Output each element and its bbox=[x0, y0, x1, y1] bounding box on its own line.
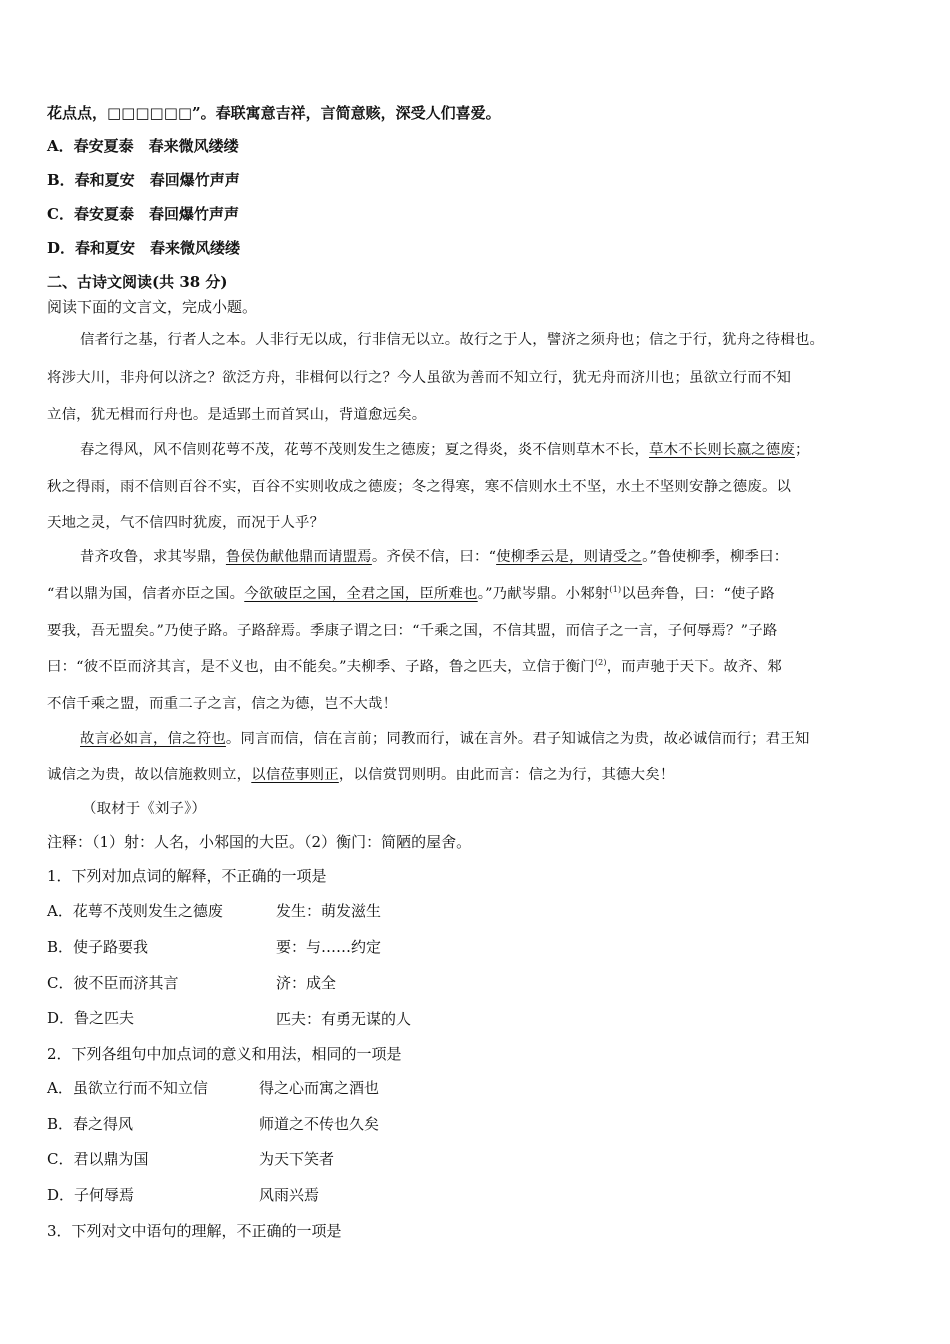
option-label: C．春安夏泰 bbox=[47, 205, 134, 223]
q1-option-b-gloss: 要：与……约定 bbox=[276, 938, 382, 956]
q1-option-a-gloss: 发生：萌发滋生 bbox=[276, 902, 382, 920]
text-run: 诚信之为贵，故以信施救则立， bbox=[47, 767, 252, 783]
q1-stem: 1．下列对加点词的解释，不正确的一项是 bbox=[47, 867, 327, 885]
option-text: 春回爆竹声声 bbox=[148, 205, 239, 223]
option-text: 春来微风缕缕 bbox=[150, 239, 241, 257]
q1-option-d-gloss: 匹夫：有勇无谋的人 bbox=[276, 1010, 412, 1028]
option-phrase: C．彼不臣而济其言 bbox=[47, 974, 179, 992]
footnote-marker-1: (1) bbox=[609, 585, 622, 594]
text-run: 以邑奔鲁，曰：“使子路 bbox=[621, 586, 775, 602]
q3-stem: 3．下列对文中语句的理解，不正确的一项是 bbox=[47, 1222, 342, 1240]
passage-p4-line1 bbox=[80, 729, 810, 749]
text-run: ，以信赏罚则明。由此而言：信之为行，其德大矣！ bbox=[338, 767, 675, 783]
q1-option-c-gloss: 济：成全 bbox=[276, 974, 337, 992]
text-run: 曰：“彼不臣而济其言，是不义也，由不能矣。”夫柳季、子路，鲁之匹夫，立信于衡门 bbox=[47, 659, 595, 675]
q2-option-a-pair: 得之心而寓之酒也 bbox=[259, 1079, 380, 1097]
q1-option-d bbox=[47, 1008, 134, 1028]
text-run: 。”鲁使柳季，柳季曰： bbox=[642, 549, 789, 565]
option-label: B．春和夏安 bbox=[47, 171, 135, 189]
text-run: 。”乃献岑鼎。小邾射 bbox=[477, 586, 610, 602]
underlined-sentence: 草木不长则长嬴之德废 bbox=[649, 442, 795, 458]
passage-p2-line3: 天地之灵，气不信四时犹废，而况于人乎？ bbox=[47, 515, 325, 531]
q2-option-b-pair: 师道之不传也久矣 bbox=[259, 1115, 380, 1133]
q1-option-c bbox=[47, 973, 178, 993]
option-label: D．春和夏安 bbox=[47, 239, 136, 257]
annotation-note: 注释：（1）射：人名，小邾国的大臣。（2）衡门：简陋的屋舍。 bbox=[47, 833, 472, 851]
underlined-sentence: 鲁侯伪献他鼎而请盟焉 bbox=[225, 549, 372, 565]
q1-option-a bbox=[47, 901, 223, 921]
text-run: 昔齐攻鲁，求其岑鼎， bbox=[80, 549, 226, 565]
text-run: “君以鼎为国，信者亦臣之国。 bbox=[47, 586, 245, 602]
option-phrase: D．鲁之匹夫 bbox=[47, 1009, 135, 1027]
passage-p3-line3: 要我，吾无盟矣。”乃使子路。子路辞焉。季康子谓之曰：“千乘之国，不信其盟，而信子之一言，子何辱焉？”子路 bbox=[47, 623, 778, 639]
passage-p1-line2: 将涉大川，非舟何以济之？欲泛方舟，非楫何以行之？今人虽欲为善而不知立行，犹无舟而济川也；虽欲立行而不知 bbox=[47, 370, 792, 386]
underlined-sentence: 今欲破臣之国，全君之国，臣所难也 bbox=[244, 586, 478, 602]
passage-p2-line1 bbox=[80, 440, 810, 460]
option-label: A．春安夏泰 bbox=[47, 137, 134, 155]
passage-p2-line2: 秋之得雨，雨不信则百谷不实，百谷不实则收成之德废；冬之得寒，寒不信则水土不坚，水土不坚则安静之德废。以 bbox=[47, 479, 792, 495]
passage-p3-line4 bbox=[47, 657, 782, 677]
section-instruction: 阅读下面的文言文，完成小题。 bbox=[47, 298, 258, 316]
q2-option-c-pair: 为天下笑者 bbox=[259, 1150, 335, 1168]
option-phrase: A．花萼不茂则发生之德废 bbox=[47, 902, 223, 920]
prev-option-a bbox=[47, 136, 239, 156]
passage-p3-line1 bbox=[80, 547, 788, 567]
q2-option-c: C．君以鼎为国 bbox=[47, 1150, 149, 1168]
q1-option-b bbox=[47, 937, 148, 957]
prev-option-d bbox=[47, 238, 240, 258]
passage-source: （取材于《刘子》） bbox=[82, 801, 207, 817]
prev-option-c bbox=[47, 204, 239, 224]
text-run: ，而声驰于天下。故齐、邾 bbox=[606, 659, 782, 675]
q2-option-d-pair: 风雨兴焉 bbox=[259, 1186, 320, 1204]
text-run: 。齐侯不信，曰：“ bbox=[371, 549, 497, 565]
passage-p3-line5: 不信千乘之盟，而重二子之言，信之为德，岂不大哉！ bbox=[47, 696, 398, 712]
passage-p4-line2 bbox=[47, 765, 674, 785]
footnote-marker-2: (2) bbox=[594, 658, 607, 667]
prev-option-b bbox=[47, 170, 240, 190]
underlined-sentence: 故言必如言，信之符也 bbox=[80, 731, 226, 747]
prev-question-tail: 花点点，□□□□□□”。春联寓意吉祥，言简意赅，深受人们喜爱。 bbox=[47, 104, 501, 122]
option-phrase: B．使子路要我 bbox=[47, 938, 149, 956]
option-text: 春回爆竹声声 bbox=[149, 171, 240, 189]
q2-option-a: A．虽欲立行而不知立信 bbox=[47, 1079, 208, 1097]
text-run: 。同言而信，信在言前；同教而行，诚在言外。君子知诚信之为贵，故必诚信而行；君王知 bbox=[225, 731, 810, 747]
underlined-sentence: 以信莅事则正 bbox=[251, 767, 339, 783]
passage-p1-line1: 信者行之基，行者人之本。人非行无以成，行非信无以立。故行之于人，譬济之须舟也；信之于行，犹舟之待楫也。 bbox=[80, 332, 825, 348]
section-title: 二、古诗文阅读(共 38 分) bbox=[47, 273, 228, 291]
q2-stem: 2．下列各组句中加点词的意义和用法，相同的一项是 bbox=[47, 1045, 402, 1063]
text-run: 春之得风，风不信则花萼不茂，花萼不茂则发生之德废；夏之得炎，炎不信则草木不长， bbox=[80, 442, 650, 458]
text-run: ； bbox=[794, 442, 810, 458]
passage-p1-line3: 立信，犹无楫而行舟也。是适郢土而首冥山，背道愈远矣。 bbox=[47, 407, 427, 423]
q2-option-b: B．春之得风 bbox=[47, 1115, 134, 1133]
q2-option-d: D．子何辱焉 bbox=[47, 1186, 135, 1204]
passage-p3-line2 bbox=[47, 584, 775, 604]
underlined-sentence: 使柳季云是，则请受之 bbox=[496, 549, 643, 565]
option-text: 春来微风缕缕 bbox=[148, 137, 239, 155]
